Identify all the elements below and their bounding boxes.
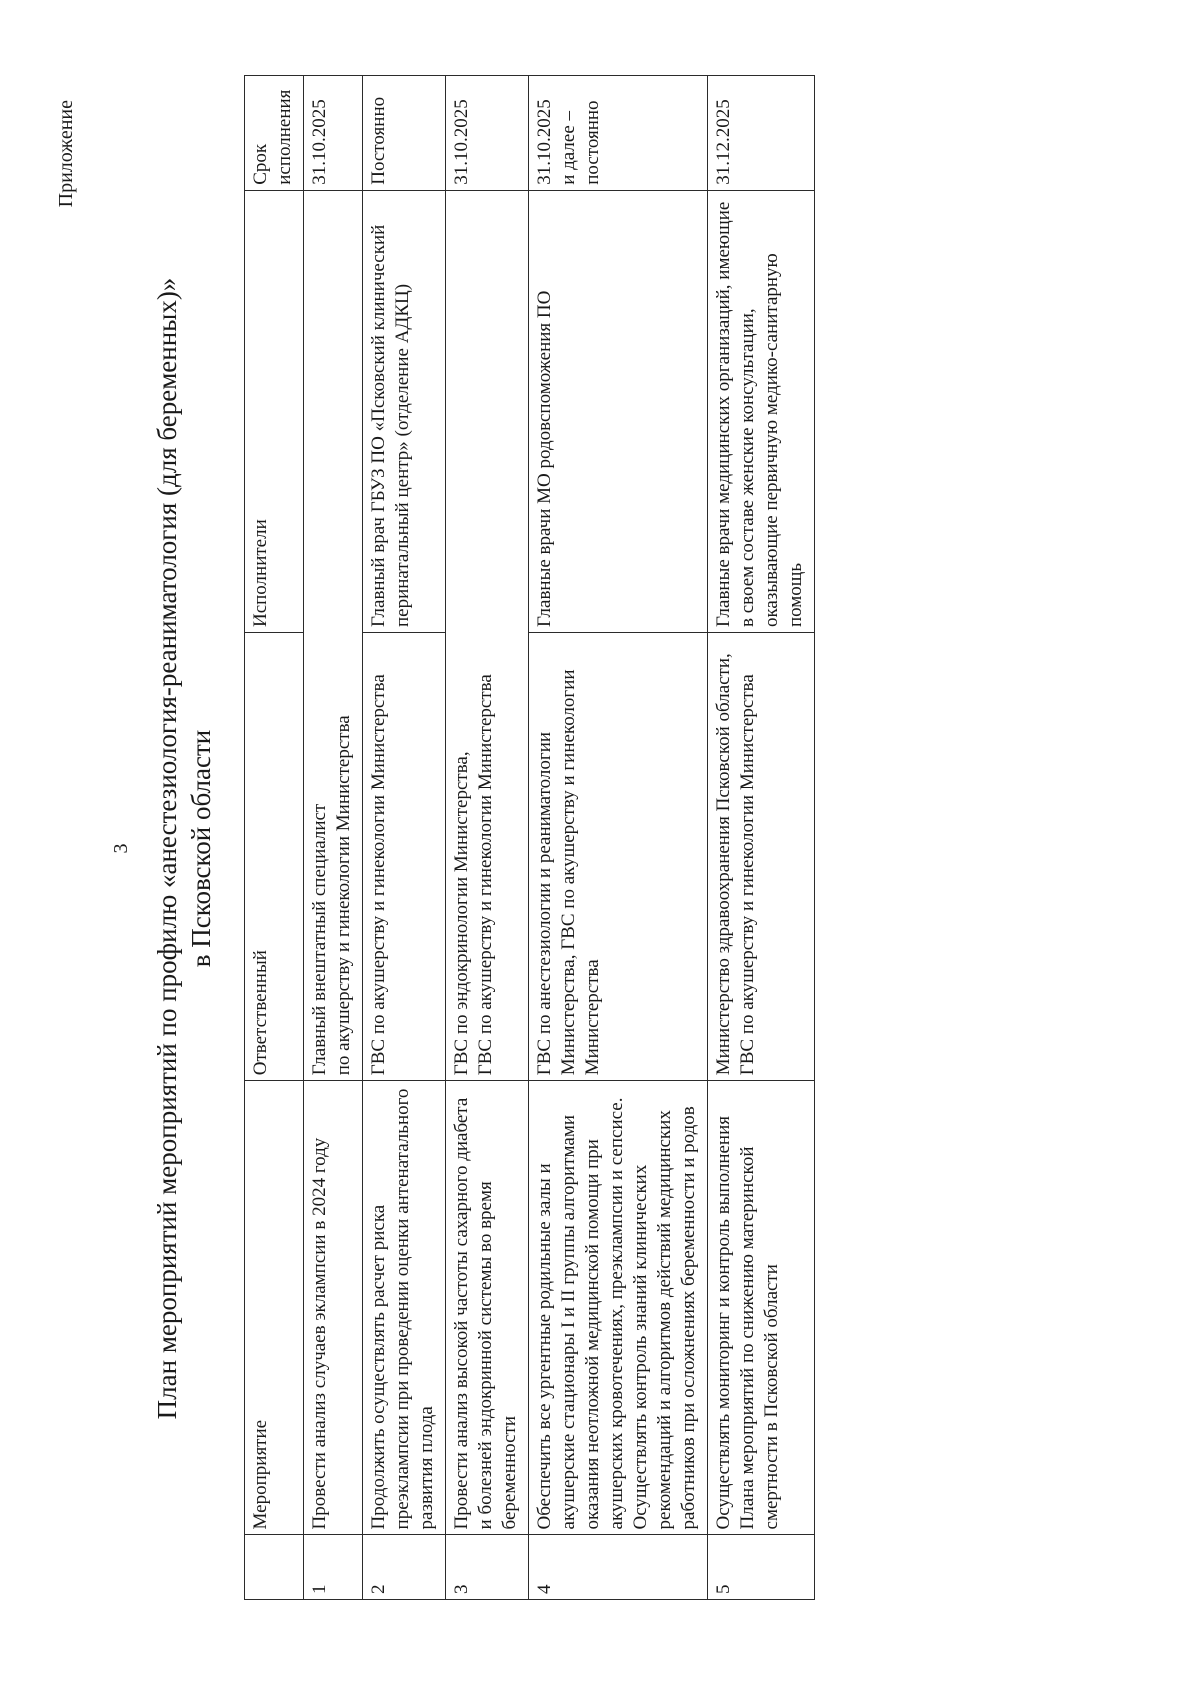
document-title	[150, 0, 218, 1697]
row-activity: Провести анализ случаев эклампсии в 2024 году	[304, 1081, 363, 1535]
title-line-2: в Псковской области	[186, 729, 216, 968]
page-number: 3	[110, 843, 132, 854]
header-num	[245, 1535, 304, 1600]
header-deadline: Срок исполнения	[245, 76, 304, 191]
table-header-row	[245, 76, 304, 1600]
row-num: 3	[446, 1535, 529, 1600]
title-line-1: План мероприятий мероприятий по профилю «анестезиология-реаниматология (для беременных)»	[152, 277, 182, 1420]
header-responsible: Ответственный	[245, 633, 304, 1081]
row-executors: Главные врачи медицинских организаций, имеющие в своем составе женские консультации, оказывающие первичную медико-санитарную помощь	[708, 190, 815, 632]
row-responsible-executors	[304, 190, 363, 1080]
row-deadline: 31.10.2025	[446, 76, 529, 191]
row-deadline: 31.10.2025	[304, 76, 363, 191]
row-num: 5	[708, 1535, 815, 1600]
table-row	[708, 76, 815, 1600]
resp-exec-line: ГВС по акушерству и гинекологии Министерства	[475, 674, 496, 1076]
table-row	[363, 76, 446, 1600]
row-activity: Продолжить осуществлять расчет риска преэклампсии при проведении оценки антенатального развития плода	[363, 1081, 446, 1535]
deadline-line: постоянно	[582, 100, 603, 185]
table-row	[529, 76, 708, 1600]
row-deadline: Постоянно	[363, 76, 446, 191]
plan-table	[244, 75, 815, 1600]
row-activity: Осуществлять мониторинг и контроль выполнения Плана мероприятий по снижению материнской смертности в Псковской области	[708, 1081, 815, 1535]
row-executors: Главный врач ГБУЗ ПО «Псковский клинический перинатальный центр» (отделение АДКЦ)	[363, 190, 446, 632]
resp-exec-line: ГВС по эндокринологии Министерства,	[451, 751, 472, 1076]
row-responsible-executors	[446, 190, 529, 1080]
row-executors: Главные врачи МО родовспоможения ПО	[529, 190, 708, 632]
row-num: 4	[529, 1535, 708, 1600]
header-executors: Исполнители	[245, 190, 304, 632]
row-deadline	[529, 76, 708, 191]
header-activity: Мероприятие	[245, 1081, 304, 1535]
deadline-line: 31.10.2025	[534, 99, 555, 185]
row-responsible: Министерство здравоохранения Псковской области, ГВС по акушерству и гинекологии Министерства	[708, 633, 815, 1081]
row-num: 2	[363, 1535, 446, 1600]
appendix-label: Приложение	[55, 100, 77, 208]
row-num: 1	[304, 1535, 363, 1600]
row-responsible: ГВС по анестезиологии и реаниматологии Министерства, ГВС по акушерству и гинекологии Министерства	[529, 633, 708, 1081]
row-activity: Провести анализ высокой частоты сахарного диабета и болезней эндокринной системы во время беременности	[446, 1081, 529, 1535]
deadline-line: и далее –	[558, 110, 579, 185]
row-responsible: ГВС по акушерству и гинекологии Министерства	[363, 633, 446, 1081]
table-row	[304, 76, 363, 1600]
resp-exec-line: по акушерству и гинекологии Министерства	[333, 715, 354, 1076]
row-activity: Обеспечить все ургентные родильные залы и акушерские стационары I и II группы алгоритмами оказания неотложной медицинской помощи при акушерских кровотечениях, преэклампсии и сепсисе. Осуществлять контроль знаний клинических рекомендаций и алгоритмов действий медицинских работников при осложнениях беременности и родов	[529, 1081, 708, 1535]
table-row	[446, 76, 529, 1600]
row-deadline: 31.12.2025	[708, 76, 815, 191]
resp-exec-line: Главный внештатный специалист	[309, 803, 330, 1076]
